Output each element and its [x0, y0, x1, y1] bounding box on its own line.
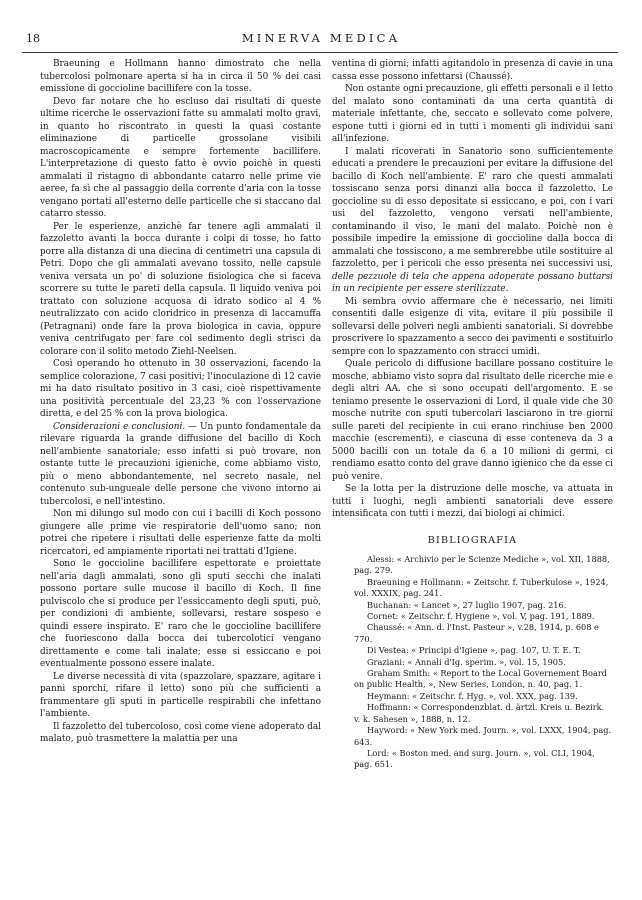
running-title: MINERVA MEDICA: [241, 31, 401, 45]
bibliography-entry: Buchanan: « Lancet », 27 luglio 1907, pag. 216.: [367, 599, 567, 610]
paragraph: Braeuning e Hollmann hanno dimostrato che nella tubercolosi polmonare aperta si ha in circa il 50 % dei casi emissione di goccioline bacillifere con la tosse.: [40, 59, 321, 94]
paragraph: Per le esperienze, anzichè far tenere agli ammalati il fazzoletto avanti la bocca durante i colpi di tosse, ho fatto porre alla distanza di una diecina di centimetri una capsula di Petri. Dopo che gli ammalati avevano tossito, nelle capsule veniva versata un po' di soluzione fisiologica che si faceva scorrere su tutte le pareti della capsula. Il liquido veniva poi trattato con soluzione acquosa di idrato sodico al 4 % neutralizzato con acido cloridrico in presenza di laccamuffa (Petragnani) onde fare la prova biologica in cavia, oppure veniva centrifugato per fare col sedimento degli strisci da colorare con il solito metodo Ziehl-Neelsen.: [40, 221, 321, 357]
paragraph: Il fazzoletto del tubercoloso, così come viene adoperato dal malato, può trasmettere la malattia per una: [40, 721, 321, 744]
bibliography-entry: Hoffmann: « Correspondenzblat. d. ärtzl. Kreis u. Bezirk. v. k. Sahesen », 1888, n. 12.: [354, 702, 605, 724]
paragraph: Le diverse necessità di vita (spazzolare, spazzare, agitare i panni sporchi, rifare il letto) sono più che sufficienti a frammentare gli sputi in particelle respirabili che infettano l'ambiente.: [40, 671, 321, 719]
paragraph: Mi sembra ovvio affermare che è necessario, nei limiti consentiti dalle esigenze di vita, evitare il più possibile il sollevarsi delle polveri negli ambienti sanatoriali. Si dovrebbe proscrivere lo spazzamento a secco dei pavimenti e sostituirlo sempre con lo spazzamento con stracci umidi.: [332, 296, 613, 357]
italic-emphasis: delle pezzuole di tela che appena adoperate possano buttarsi in un recipiente per essere sterilizzate.: [332, 271, 613, 294]
left-column: [40, 58, 321, 746]
header-rule: [22, 52, 618, 53]
paragraph: Se la lotta per la distruzione delle mosche, va attuata in tutti i luoghi, negli ambienti sanatoriali deve essere intensificata con tutti i mezzi, dai biologi ai chimici.: [332, 484, 613, 519]
bibliography-entry: Di Vestea: « Principi d'Igiene », pag. 107, U. T. E. T.: [367, 645, 581, 656]
bibliography-entry: Lord: « Boston med. and surg. Journ. », vol. CLI, 1904, pag. 651.: [354, 747, 595, 770]
page-number: 18: [26, 32, 40, 45]
paragraph: Così operando ho ottenuto in 30 osservazioni, facendo la semplice colorazione, 7 casi positivi; l'inoculazione di 12 cavie mi ha dato risultato positivo in 3 casi, cioè rispettivamente una positività percentuale del 23,23 % con l'osservazione diretta, e del 25 % con la prova biologica.: [40, 359, 322, 419]
bibliography-entry: Chaussé: « Ann. d. l'Inst. Pasteur », v.28, 1914, p. 608 e 770.: [354, 622, 599, 644]
paragraph-text: I malati ricoverati in Sanatorio sono sufficientemente educati a prendere le precauzioni per evitare la diffusione del bacillo di Koch nell'ambiente. E' raro che questi ammalati tossiscano senza porsi dinanzi alla bocca il fazzoletto. Le goccioline su di esso depositate si essiccano, e poi, con i vari usi del fazzoletto, vengono versati nell'ambiente, contaminando il viso, le mani del malato. Poichè non è possibile impedire la emissione di goccioline dalla bocca di ammalati che tossiscono, a me sembrerebbe utile sostituire al fazzoletto, per i pericoli che esso presenta nei successivi usi,: [332, 146, 613, 269]
paragraph: Non mi dilungo sul modo con cui i bacilli di Koch possono giungere alle prime vie respiratorie dell'uomo sano; non potrei che ripetere i risultati delle esperienze fatte da molti ricercatori, ed ampiamente riportati nei trattati d'Igiene.: [40, 509, 321, 557]
section-heading: Considerazioni e conclusioni.: [53, 421, 186, 432]
bibliography-entry: Graziani: « Annali d'Ig. sperim. », vol. 15, 1905.: [367, 656, 566, 667]
bibliography-entry: Hayword: « New York med. Journ. », vol. LXXX, 1904, pag. 643.: [354, 725, 612, 747]
bibliography-title: BIBLIOGRAFIA: [427, 534, 518, 546]
paragraph: [332, 146, 613, 296]
paragraph: Quale pericolo di diffusione bacillare possano costituire le mosche, abbiamo visto sopra dal risultato delle ricerche mie e degli altri AA. che si sono occupati dell'argomento. E se teniamo presente le osservazioni di Lord, il quale vide che 30 mosche nutrite con sputi tubercolari lasciarono in tre giorni sulle pareti del recipiente in cui erano rinchiuse ben 2000 macchie (escrementi), e ciascuna di esse conteneva da 3 a 5000 bacilli con un totale da 6 a 10 milioni di germi, ci rendiamo esatto conto del grave danno igienico che da esse ci può venire.: [332, 359, 613, 482]
right-column: [332, 58, 613, 771]
bibliography-entry: Heymann: « Zeitschr. f. Hyg. », vol. XXX, pag. 139.: [367, 690, 578, 701]
bibliography-entry: Graham Smith: « Report to the Local Governement Board on public Health, », New Series, London, n. 40, pag. 1.: [354, 668, 607, 690]
paragraph: Devo far notare che ho escluso dai risultati di queste ultime ricerche le osservazioni fatte su ammalati molto gravi, in quanto ho riscontrato in questi la quasi costante eliminazione di particelle grossolane visibili macroscopicamente e sempre fortemente bacillifere. L'interpretazione di questo fatto è ovvio poichè in questi ammalati il ristagno di abbondante catarro nelle prime vie aeree, fa sì che al passaggio della corrente d'aria con la tosse vengano portati all'esterno delle particelle che si staccano dal catarro stesso.: [40, 96, 321, 219]
bibliography-list: [332, 554, 613, 771]
bibliography-entry: Alessi: « Archivio per le Scienze Mediche », vol. XII, 1888, pag. 279.: [354, 554, 610, 576]
bibliography-entry: Cornet: « Zeitschr. f. Hygiene », vol. V, pag. 191, 1889.: [367, 611, 595, 622]
paragraph-continuation: ventina di giorni; infatti agitandolo in presenza di cavie in una cassa esse possono infettarsi (Chaussé).: [332, 59, 613, 82]
conclusions-text: — Un punto fondamentale da rilevare riguarda la grande diffusione del bacillo di Koch nell'ambiente sanatoriale; esso infatti si può trovare, non ostante tutte le precauzioni igieniche, come abbiamo visto, più o meno abbondantemente, nel secreto nasale, nel contenuto sub-ungueale delle persone che vivono intorno ai tubercolosi, e nell'intestino.: [40, 421, 321, 507]
paragraph: Sono le goccioline bacillifere espettorate e proiettate nell'aria dagli ammalati, sono gli sputi secchi che inalati possono portare sulle mucose il bacillo di Koch. Il fine pulviscolo che si produce per l'essiccamento degli sputi, può, per condizioni di ambiente, sollevarsi, restare sospeso e quindi essere inspirato. E' raro che le goccioline bacillifere che fuoriescono dalla bocca dei tubercolotici vengano direttamente e come tali inalate; esse si essiccano e poi eventualmente possono essere inalate.: [40, 559, 321, 669]
paragraph: Non ostante ogni precauzione, gli effetti personali e il letto del malato sono contaminati da una certa quantità di materiale infettante, che, seccato e sollevato come polvere, espone tutti i giorni ed in tutti i momenti gli individui sani all'infezione.: [332, 84, 613, 144]
conclusions-paragraph: [40, 421, 321, 509]
bibliography-entry: Braeuning e Hollmann: « Zeitschr. f. Tuberkulose », 1924, vol. XXXIX, pag. 241.: [354, 576, 609, 599]
